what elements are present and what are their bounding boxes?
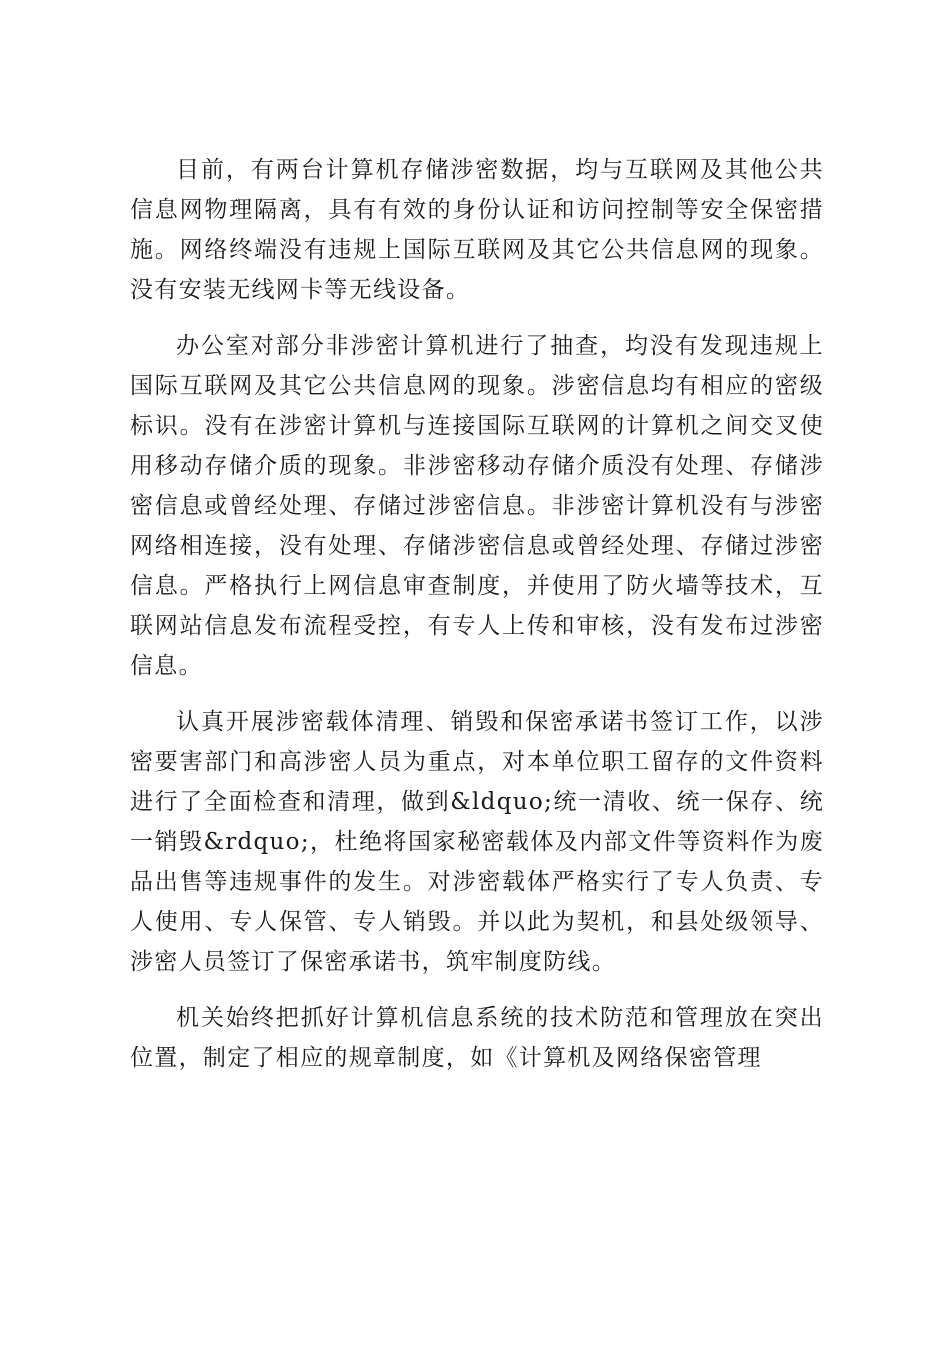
paragraph-4: 机关始终把抓好计算机信息系统的技术防范和管理放在突出位置，制定了相应的规章制度，如《计算机及网络保密管理 [130, 1005, 824, 1071]
paragraph-2: 办公室对部分非涉密计算机进行了抽查，均没有发现违规上国际互联网及其它公共信息网的现象。涉密信息均有相应的密级标识。没有在涉密计算机与连接国际互联网的计算机之间交叉使用移动存储介质的现象。非涉密移动存储介质没有处理、存储涉密信息或曾经处理、存储过涉密信息。非涉密计算机没有与涉密网络相连接，没有处理、存储涉密信息或曾经处理、存储过涉密信息。严格执行上网信息审查制度，并使用了防火墙等技术，互联网站信息发布流程受控，有专人上传和审核，没有发布过涉密信息。 [130, 333, 824, 679]
paragraph-1: 目前，有两台计算机存储涉密数据，均与互联网及其他公共信息网物理隔离，具有有效的身份认证和访问控制等安全保密措施。网络终端没有违规上国际互联网及其它公共信息网的现象。没有安装无线网卡等无线设备。 [130, 157, 824, 303]
paragraph-3: 认真开展涉密载体清理、销毁和保密承诺书签订工作，以涉密要害部门和高涉密人员为重点，对本单位职工留存的文件资料进行了全面检查和清理，做到&ldquo;统一清收、统一保存、统一销毁&rdquo;，杜绝将国家秘密载体及内部文件等资料作为废品出售等违规事件的发生。对涉密载体严格实行了专人负责、专人使用、专人保管、专人销毁。并以此为契机，和县处级领导、涉密人员签订了保密承诺书，筑牢制度防线。 [130, 709, 824, 975]
document-body [130, 150, 824, 1094]
